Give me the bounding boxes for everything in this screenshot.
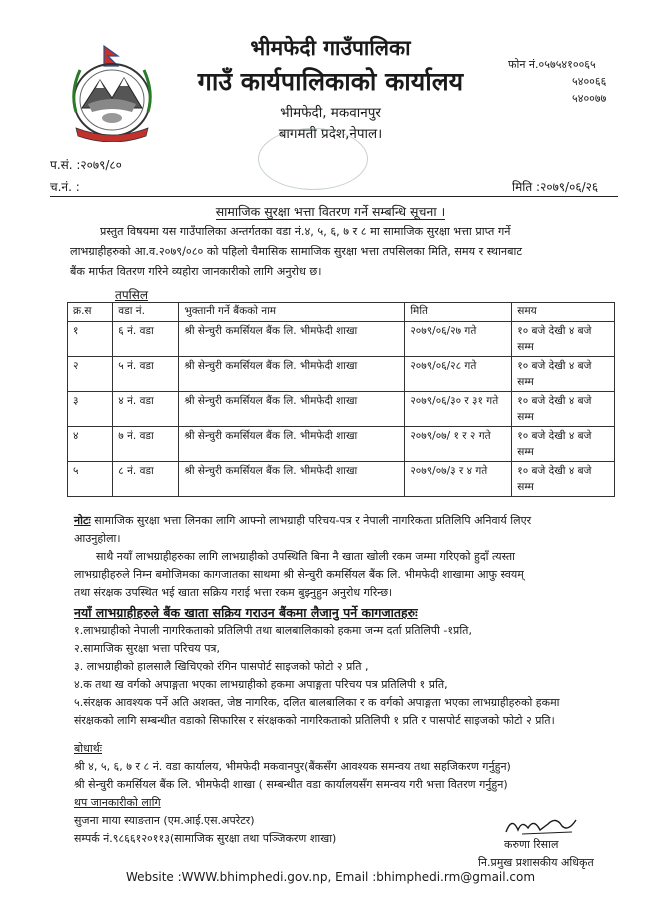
notice-subject-text: सामाजिक सुरक्षा भत्ता वितरण गर्ने सम्बन्धि सूचना । — [215, 204, 446, 219]
cell-sn: २ — [68, 357, 113, 392]
table-row — [68, 322, 615, 357]
table-header-row — [68, 303, 615, 322]
phone-line-3: ५४००७७ — [572, 92, 607, 105]
cc-label: बोधार्थः — [74, 742, 102, 755]
signatory-name: करुणा रिसाल — [504, 838, 559, 851]
distribution-schedule-table — [67, 302, 615, 497]
document-item: ५.संरक्षक आवश्यक पर्ने अति अशक्त, जेष्ठ नागरिक, दलित बालबालिका र क वर्गको अपाङ्गता भएका लाभग्राहीहरुको हकमा — [74, 696, 560, 709]
header-time: समय — [512, 303, 615, 322]
address-line-2: बागमती प्रदेश,नेपाल। — [278, 126, 383, 142]
header-ward: वडा नं. — [113, 303, 179, 322]
contact-section — [74, 794, 374, 848]
cell-time: १० बजे देखी ४ बजे सम्म — [512, 322, 615, 357]
table-row — [68, 427, 615, 462]
office-seal-stamp — [258, 128, 368, 190]
document-item: ३. लाभग्राहीको हालसालै खिचिएको रंगिन पासपोर्ट साइजको फोटो २ प्रति , — [74, 660, 369, 673]
cell-ward: ८ नं. वडा — [113, 462, 179, 497]
note-label: नोटः — [74, 514, 91, 527]
note-section — [74, 512, 614, 602]
schedule-heading: तपसिल — [115, 288, 149, 302]
office-title: गाउँ कार्यपालिकाको कार्यालय — [197, 67, 464, 96]
header-bank: भुक्तानी गर्ने बैंकको नाम — [179, 303, 405, 322]
cell-sn: ३ — [68, 392, 113, 427]
header-date: मिति — [405, 303, 512, 322]
document-item: १.लाभग्राहीको नेपाली नागरिकताको प्रतिलिपी तथा बालबालिकाको हकमा जन्म दर्ता प्रतिलिपी -१प्रति, — [74, 624, 472, 637]
phone-block — [508, 56, 606, 107]
cell-bank: श्री सेन्चुरी कमर्सियल बैंक लि. भीमफेदी शाखा — [179, 462, 405, 497]
note-line-1 — [74, 512, 614, 530]
header-sn: क्र.स — [68, 303, 113, 322]
letter-reference-number: प.सं. :२०७९/८० — [50, 158, 122, 172]
document-item: ४.क तथा ख वर्गको अपाङ्गता भएका लाभग्राहीको हकमा अपाङ्गता परिचय पत्र प्रतिलिपी १ प्रति, — [74, 678, 448, 691]
contact-phone: सम्पर्क नं.९८६६१२०११३(सामाजिक सुरक्षा तथा पञ्जिकरण शाखा) — [74, 832, 337, 845]
dispatch-number: च.नं. : — [50, 180, 80, 194]
cell-time: १० बजे देखी ४ बजे सम्म — [512, 357, 615, 392]
contact-name: सुजना माया स्याङतान (एम.आई.एस.अपरेटर) — [74, 814, 255, 827]
cell-ward: ७ नं. वडा — [113, 427, 179, 462]
signatory-designation: नि.प्रमुख प्रशासकीय अधिकृत — [478, 856, 594, 869]
letter-date: मिति :२०७९/०६/२६ — [512, 180, 599, 194]
cell-bank: श्री सेन्चुरी कमर्सियल बैंक लि. भीमफेदी शाखा — [179, 322, 405, 357]
cell-ward: ५ नं. वडा — [113, 357, 179, 392]
cc-section — [74, 740, 614, 794]
documents-heading: नयाँ लाभग्राहीहरुले बैंक खाता सक्रिय गराउन बैंकमा लैजानु पर्ने कागजातहरुः — [74, 605, 418, 620]
notice-subject — [0, 203, 661, 220]
cell-sn: १ — [68, 322, 113, 357]
cell-date: २०७९/०६/२७ गते — [405, 322, 512, 357]
cell-date: २०७९/०७/३ र ४ गते — [405, 462, 512, 497]
contact-label: थप जानकारीको लागि — [74, 796, 161, 809]
table-row — [68, 357, 615, 392]
cell-bank: श्री सेन्चुरी कमर्सियल बैंक लि. भीमफेदी शाखा — [179, 392, 405, 427]
cell-sn: ५ — [68, 462, 113, 497]
cell-time: १० बजे देखी ४ बजे सम्म — [512, 462, 615, 497]
note-text: सामाजिक सुरक्षा भत्ता लिनका लागि आफ्नो लाभग्राही परिचय-पत्र र नेपाली नागरिकता प्रतिलिपि अनिवार्य लिएर — [90, 514, 532, 527]
cell-sn: ४ — [68, 427, 113, 462]
cell-time: १० बजे देखी ४ बजे सम्म — [512, 392, 615, 427]
table-row — [68, 462, 615, 497]
note-para2-line-3: तथा संरक्षक उपस्थित भई खाता सक्रिय गराई भत्ता रकम बुझ्नुहुन अनुरोध गरिन्छ। — [74, 586, 393, 599]
cell-date: २०७९/०७/ १ र २ गते — [405, 427, 512, 462]
intro-line-2: लाभग्राहीहरुको आ.व.२०७९/०८० को पहिलो चैमासिक सामाजिक सुरक्षा भत्ता तपसिलका मिति, समय र स्थानबाट — [70, 245, 523, 258]
cell-time: १० बजे देखी ४ बजे सम्म — [512, 427, 615, 462]
address-line-1: भीमफेदी, मकवानपुर — [280, 105, 381, 121]
note-line-2: आउनुहोला। — [74, 532, 121, 545]
signatory-block — [478, 836, 594, 872]
cc-line-2: श्री सेन्चुरी कमर्सियल बैंक लि. भीमफेदी शाखा ( सम्बन्धीत वडा कार्यालयसँग समन्वय गरी भत्ता वितरण गर्नुहुन) — [74, 778, 508, 791]
cell-bank: श्री सेन्चुरी कमर्सियल बैंक लि. भीमफेदी शाखा — [179, 427, 405, 462]
cell-bank: श्री सेन्चुरी कमर्सियल बैंक लि. भीमफेदी शाखा — [179, 357, 405, 392]
phone-line-1: फोन नं.०५७५४१००६५ — [508, 58, 596, 71]
phone-line-2: ५४००६६ — [572, 75, 607, 88]
intro-line-3: बैंक मार्फत वितरण गरिने व्यहोरा जानकारीको लागि अनुरोध छ। — [70, 265, 322, 278]
documents-section — [74, 604, 614, 730]
office-name: भीमफेदी गाउँपालिका — [250, 36, 411, 60]
cell-ward: ६ नं. वडा — [113, 322, 179, 357]
header-divider — [50, 196, 618, 197]
footer-website-email: Website :WWW.bhimphedi.gov.np, Email :bhimphedi.rm@gmail.com — [125, 870, 536, 884]
note-para2-line-1: साथै नयाँ लाभग्राहीहरुका लागि लाभग्राहीको उपस्थिति बिना नै खाता खोली रकम जम्मा गरिएको हुदाँ त्यस्ता — [96, 550, 515, 563]
cc-line-1: श्री ४, ५, ६, ७ र ८ नं. वडा कार्यालय, भीमफेदी मकवानपुर(बैंकसँग आवश्यक समन्वय तथा सहजिकरण गर्नुहुन) — [74, 760, 511, 773]
intro-paragraph — [70, 222, 610, 282]
cell-date: २०७९/०६/३० र ३१ गते — [405, 392, 512, 427]
intro-line-1: प्रस्तुत विषयमा यस गाउँपालिका अन्तर्गतका वडा नं.४, ५, ६, ७ र ८ मा सामाजिक सुरक्षा भत्ता प्राप्त गर्ने — [100, 225, 511, 238]
table-row — [68, 392, 615, 427]
note-para2-line-2: लाभग्राहीहरुले निम्न बमोजिमका कागजातका साथमा श्री सेन्चुरी कमर्सियल बैंक लि. भीमफेदी शाखामा आफु स्वयम् — [74, 568, 524, 581]
document-item: संरक्षकको लागि सम्बन्धीत वडाको सिफारिस र संरक्षकको नागरिकताको प्रतिलिपी १ प्रति र पासपोर्ट साइजको फोटो २ प्रति। — [74, 714, 555, 727]
cell-ward: ४ नं. वडा — [113, 392, 179, 427]
document-item: २.सामाजिक सुरक्षा भत्ता परिचय पत्र, — [74, 642, 221, 655]
cell-date: २०७९/०६/२८ गते — [405, 357, 512, 392]
